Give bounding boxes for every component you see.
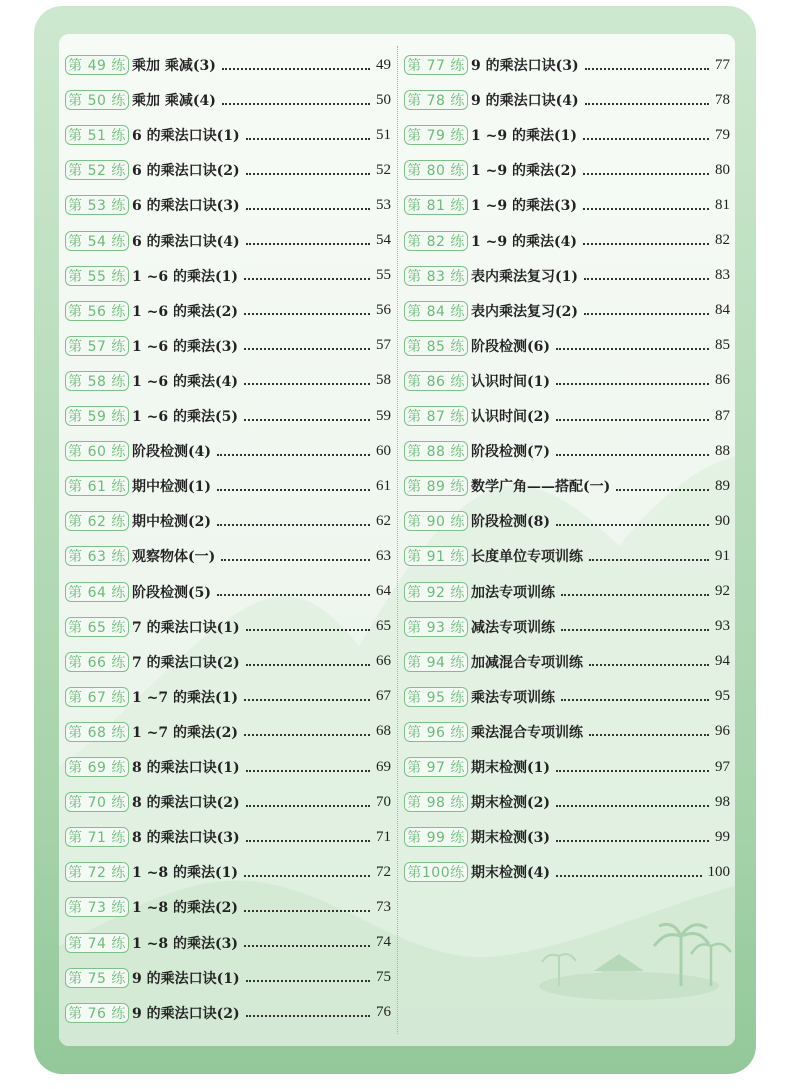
entry-title: 表内乘法复习(1) — [471, 268, 578, 285]
page-number: 74 — [376, 934, 391, 950]
entry-title: 6 的乘法口诀(1) — [132, 128, 240, 145]
toc-entry[interactable] — [65, 54, 391, 76]
toc-entry[interactable] — [65, 581, 391, 603]
dot-leader — [556, 804, 709, 807]
dot-leader — [244, 874, 370, 877]
toc-entry[interactable] — [65, 826, 391, 848]
dot-leader — [561, 698, 709, 701]
exercise-number-badge: 第 92 练 — [404, 582, 468, 602]
dot-leader — [246, 769, 370, 772]
entry-title: 乘加 乘减(3) — [132, 58, 216, 74]
dot-leader — [583, 137, 709, 140]
dot-leader — [584, 312, 709, 315]
exercise-number-badge: 第 98 练 — [404, 792, 468, 812]
page-number: 88 — [715, 442, 730, 459]
dot-leader — [583, 207, 709, 210]
toc-entry[interactable] — [404, 721, 730, 743]
page-number: 78 — [715, 91, 730, 108]
entry-title: 6 的乘法口诀(3) — [132, 198, 240, 215]
toc-entry[interactable] — [65, 265, 391, 287]
entry-title: 9 的乘法口诀(4) — [471, 93, 579, 110]
entry-title: 期末检测(4) — [471, 865, 550, 882]
exercise-number-badge: 第 89 练 — [404, 476, 468, 496]
exercise-number-badge: 第 80 练 — [404, 160, 468, 180]
entry-title: 1 ~7 的乘法(2) — [132, 724, 238, 741]
toc-entry[interactable] — [65, 1002, 391, 1024]
dot-leader — [217, 523, 370, 526]
dot-leader — [244, 277, 370, 280]
exercise-number-badge: 第 58 练 — [65, 371, 129, 391]
entry-title: 阶段检测(5) — [132, 584, 211, 601]
entry-title: 乘法混合专项训练 — [471, 724, 583, 741]
page-number: 73 — [376, 898, 391, 915]
page-number: 70 — [376, 793, 391, 810]
toc-entry[interactable] — [65, 791, 391, 813]
page-number: 83 — [715, 267, 730, 284]
exercise-number-badge: 第 75 练 — [65, 968, 129, 988]
entry-title: 1 ~9 的乘法(4) — [471, 233, 577, 250]
exercise-number-badge: 第 77 练 — [404, 55, 468, 75]
entry-title: 加减混合专项训练 — [471, 654, 583, 671]
toc-entry[interactable] — [65, 510, 391, 532]
toc-entry[interactable] — [404, 335, 730, 357]
entry-title: 期中检测(2) — [132, 514, 211, 531]
entry-title: 8 的乘法口诀(3) — [132, 830, 240, 847]
dot-leader — [217, 488, 370, 491]
dot-leader — [246, 207, 370, 210]
dot-leader — [556, 347, 709, 350]
page-number: 53 — [376, 196, 391, 213]
toc-entry[interactable] — [65, 335, 391, 357]
page-number: 52 — [376, 161, 391, 178]
exercise-number-badge: 第 67 练 — [65, 687, 129, 707]
toc-entry[interactable] — [404, 545, 730, 567]
page-number: 59 — [376, 407, 391, 424]
entry-title: 1 ~9 的乘法(1) — [471, 128, 577, 145]
dot-leader — [217, 593, 370, 596]
page-number: 50 — [376, 91, 391, 108]
exercise-number-badge: 第 76 练 — [65, 1003, 129, 1023]
dot-leader — [589, 663, 709, 666]
entry-title: 7 的乘法口诀(2) — [132, 654, 240, 671]
page-number: 80 — [715, 161, 730, 178]
dot-leader — [244, 944, 370, 947]
page-number: 64 — [376, 583, 391, 599]
page-number: 67 — [376, 688, 391, 705]
toc-entry[interactable] — [65, 756, 391, 778]
toc-entry[interactable] — [65, 686, 391, 708]
toc-entry[interactable] — [404, 54, 730, 76]
entry-title: 1 ~9 的乘法(2) — [471, 163, 577, 180]
toc-entry[interactable] — [65, 159, 391, 181]
exercise-number-badge: 第 52 练 — [65, 160, 129, 180]
page-number: 77 — [715, 56, 730, 73]
toc-entry[interactable] — [404, 159, 730, 181]
exercise-number-badge: 第 90 练 — [404, 511, 468, 531]
toc-entry[interactable] — [65, 896, 391, 918]
toc-entry[interactable] — [404, 124, 730, 146]
page-number: 63 — [376, 547, 391, 564]
dot-leader — [556, 382, 709, 385]
exercise-number-badge: 第 99 练 — [404, 827, 468, 847]
entry-title: 9 的乘法口诀(2) — [132, 1005, 240, 1022]
page-number: 91 — [715, 547, 730, 564]
exercise-number-badge: 第 69 练 — [65, 757, 129, 777]
dot-leader — [585, 67, 709, 70]
exercise-number-badge: 第 71 练 — [65, 827, 129, 847]
page-number: 84 — [715, 302, 730, 319]
exercise-number-badge: 第 82 练 — [404, 231, 468, 251]
page-number: 98 — [715, 793, 730, 810]
dot-leader — [217, 453, 370, 456]
dot-leader — [556, 769, 709, 772]
exercise-number-badge: 第 60 练 — [65, 441, 129, 461]
exercise-number-badge: 第 62 练 — [65, 511, 129, 531]
dot-leader — [246, 1014, 370, 1017]
dot-leader — [244, 347, 370, 350]
exercise-number-badge: 第 97 练 — [404, 757, 468, 777]
exercise-number-badge: 第 96 练 — [404, 722, 468, 742]
toc-entry[interactable] — [65, 300, 391, 322]
dot-leader — [244, 733, 370, 736]
dot-leader — [246, 663, 370, 666]
entry-title: 1 ~8 的乘法(2) — [132, 900, 238, 917]
page-number: 57 — [376, 337, 391, 354]
dot-leader — [556, 418, 709, 421]
page-number: 92 — [715, 583, 730, 599]
dot-leader — [246, 979, 370, 982]
page-number: 79 — [715, 126, 730, 143]
page-number: 87 — [715, 407, 730, 424]
dot-leader — [246, 839, 370, 842]
page-number: 62 — [376, 512, 391, 529]
exercise-number-badge: 第 85 练 — [404, 336, 468, 356]
toc-entry[interactable] — [404, 756, 730, 778]
entry-title: 减法专项训练 — [471, 619, 555, 636]
dot-leader — [584, 277, 709, 280]
exercise-number-badge: 第 78 练 — [404, 90, 468, 110]
entry-title: 阶段检测(6) — [471, 338, 550, 355]
dot-leader — [246, 137, 370, 140]
exercise-number-badge: 第 57 练 — [65, 336, 129, 356]
dot-leader — [222, 102, 370, 105]
entry-title: 1 ~9 的乘法(3) — [471, 198, 577, 215]
page-number: 65 — [376, 618, 391, 635]
entry-title: 观察物体(一) — [132, 549, 216, 566]
toc-entry[interactable] — [404, 89, 730, 111]
entry-title: 表内乘法复习(2) — [471, 303, 578, 320]
exercise-number-badge: 第 95 练 — [404, 687, 468, 707]
page-number: 55 — [376, 267, 391, 284]
exercise-number-badge: 第100练 — [404, 862, 468, 882]
exercise-number-badge: 第 87 练 — [404, 406, 468, 426]
dot-leader — [556, 839, 709, 842]
dot-leader — [585, 102, 709, 105]
toc-entry[interactable] — [404, 791, 730, 813]
toc-entry[interactable] — [404, 510, 730, 532]
exercise-number-badge: 第 54 练 — [65, 231, 129, 251]
toc-entry[interactable] — [404, 581, 730, 603]
entry-title: 8 的乘法口诀(1) — [132, 760, 240, 776]
entry-title: 6 的乘法口诀(4) — [132, 233, 240, 250]
exercise-number-badge: 第 49 练 — [65, 55, 129, 75]
page-number: 100 — [707, 863, 730, 880]
entry-title: 6 的乘法口诀(2) — [132, 163, 240, 180]
toc-entry[interactable] — [404, 861, 730, 883]
entry-title: 阶段检测(7) — [471, 444, 550, 461]
exercise-number-badge: 第 88 练 — [404, 441, 468, 461]
exercise-number-badge: 第 50 练 — [65, 90, 129, 110]
dot-leader — [246, 172, 370, 175]
entry-title: 长度单位专项训练 — [471, 549, 583, 566]
toc-entry[interactable] — [404, 475, 730, 497]
page-number: 51 — [376, 126, 391, 143]
toc-entry[interactable] — [65, 440, 391, 462]
dot-leader — [246, 804, 370, 807]
exercise-number-badge: 第 79 练 — [404, 125, 468, 145]
dot-leader — [583, 172, 709, 175]
dot-leader — [246, 628, 370, 631]
page-number: 99 — [715, 828, 730, 845]
dot-leader — [244, 312, 370, 315]
exercise-number-badge: 第 53 练 — [65, 195, 129, 215]
entry-title: 期末检测(3) — [471, 830, 550, 847]
toc-entry[interactable] — [404, 194, 730, 216]
exercise-number-badge: 第 59 练 — [65, 406, 129, 426]
dot-leader — [246, 242, 370, 245]
exercise-number-badge: 第 68 练 — [65, 722, 129, 742]
page-number: 81 — [715, 196, 730, 213]
toc-entry[interactable] — [65, 475, 391, 497]
dot-leader — [244, 909, 370, 912]
toc-entry[interactable] — [65, 932, 391, 954]
entry-title: 1 ~6 的乘法(4) — [132, 373, 238, 390]
page-number: 68 — [376, 723, 391, 740]
entry-title: 7 的乘法口诀(1) — [132, 619, 240, 636]
toc-entry[interactable] — [65, 967, 391, 989]
page-number: 90 — [715, 512, 730, 529]
entry-title: 认识时间(2) — [471, 409, 550, 425]
exercise-number-badge: 第 72 练 — [65, 862, 129, 882]
page-number: 54 — [376, 232, 391, 248]
toc-entry[interactable] — [404, 651, 730, 673]
exercise-number-badge: 第 83 练 — [404, 266, 468, 286]
entry-title: 1 ~8 的乘法(3) — [132, 935, 238, 952]
entry-title: 1 ~6 的乘法(1) — [132, 268, 238, 285]
dot-leader — [244, 698, 370, 701]
page-number: 75 — [376, 969, 391, 986]
page-number: 60 — [376, 442, 391, 459]
page-number: 58 — [376, 372, 391, 389]
dot-leader — [244, 382, 370, 385]
entry-title: 1 ~7 的乘法(1) — [132, 689, 238, 706]
exercise-number-badge: 第 56 练 — [65, 301, 129, 321]
toc-entry[interactable] — [65, 405, 391, 427]
dot-leader — [583, 242, 709, 245]
entry-title: 期中检测(1) — [132, 479, 211, 496]
toc-entry[interactable] — [65, 651, 391, 673]
page-number: 72 — [376, 863, 391, 880]
entry-title: 期末检测(2) — [471, 795, 550, 812]
page-number: 71 — [376, 828, 391, 845]
entry-title: 乘法专项训练 — [471, 689, 555, 706]
page-number: 95 — [715, 688, 730, 705]
page-number: 93 — [715, 618, 730, 635]
toc-entry[interactable] — [404, 616, 730, 638]
dot-leader — [589, 733, 709, 736]
page-number: 69 — [376, 758, 391, 775]
toc-entry[interactable] — [65, 194, 391, 216]
page-number: 94 — [715, 653, 730, 670]
exercise-number-badge: 第 51 练 — [65, 125, 129, 145]
toc-entry[interactable] — [65, 370, 391, 392]
dot-leader — [561, 593, 709, 596]
entry-title: 认识时间(1) — [471, 373, 550, 390]
entry-title: 期末检测(1) — [471, 760, 550, 776]
entry-title: 阶段检测(8) — [471, 514, 550, 531]
page-number: 82 — [715, 232, 730, 248]
page-number: 61 — [376, 477, 391, 494]
toc-entry[interactable] — [404, 826, 730, 848]
page-number: 97 — [715, 758, 730, 775]
exercise-number-badge: 第 73 练 — [65, 897, 129, 917]
dot-leader — [244, 418, 370, 421]
entry-title: 9 的乘法口诀(1) — [132, 970, 240, 987]
exercise-number-badge: 第 91 练 — [404, 546, 468, 566]
dot-leader — [556, 874, 702, 877]
page-number: 96 — [715, 723, 730, 740]
toc-entry[interactable] — [404, 440, 730, 462]
dot-leader — [589, 558, 709, 561]
toc-entry[interactable] — [404, 370, 730, 392]
exercise-number-badge: 第 55 练 — [65, 266, 129, 286]
exercise-number-badge: 第 74 练 — [65, 933, 129, 953]
entry-title: 9 的乘法口诀(3) — [471, 58, 579, 74]
toc-entry[interactable] — [65, 861, 391, 883]
page-number: 89 — [715, 477, 730, 494]
dot-leader — [561, 628, 709, 631]
exercise-number-badge: 第 84 练 — [404, 301, 468, 321]
entry-title: 1 ~6 的乘法(3) — [132, 338, 238, 355]
page-number: 56 — [376, 302, 391, 319]
exercise-number-badge: 第 65 练 — [65, 617, 129, 637]
entry-title: 1 ~6 的乘法(5) — [132, 409, 238, 425]
exercise-number-badge: 第 63 练 — [65, 546, 129, 566]
exercise-number-badge: 第 93 练 — [404, 617, 468, 637]
page-number: 49 — [376, 56, 391, 73]
toc-entry[interactable] — [404, 686, 730, 708]
dot-leader — [616, 488, 709, 491]
page-number: 86 — [715, 372, 730, 389]
exercise-number-badge: 第 86 练 — [404, 371, 468, 391]
toc-entry[interactable] — [65, 124, 391, 146]
exercise-number-badge: 第 70 练 — [65, 792, 129, 812]
dot-leader — [221, 558, 370, 561]
entry-title: 1 ~6 的乘法(2) — [132, 303, 238, 320]
dot-leader — [556, 523, 709, 526]
page-number: 66 — [376, 653, 391, 670]
toc-entry[interactable] — [404, 405, 730, 427]
entry-title: 1 ~8 的乘法(1) — [132, 865, 238, 882]
page-number: 76 — [376, 1004, 391, 1021]
page-number: 85 — [715, 337, 730, 354]
toc-entry[interactable] — [65, 545, 391, 567]
entry-title: 阶段检测(4) — [132, 444, 211, 461]
dot-leader — [222, 67, 370, 70]
entry-title: 乘加 乘减(4) — [132, 93, 216, 110]
toc-entry[interactable] — [65, 89, 391, 111]
exercise-number-badge: 第 81 练 — [404, 195, 468, 215]
dot-leader — [556, 453, 709, 456]
toc-entry[interactable] — [404, 265, 730, 287]
entry-title: 8 的乘法口诀(2) — [132, 795, 240, 812]
entry-title: 数学广角——搭配(一) — [471, 479, 611, 496]
exercise-number-badge: 第 64 练 — [65, 582, 129, 602]
toc-entry[interactable] — [65, 230, 391, 252]
entry-title: 加法专项训练 — [471, 584, 555, 601]
toc-entry[interactable] — [404, 230, 730, 252]
toc-entry[interactable] — [65, 721, 391, 743]
toc-entry[interactable] — [404, 300, 730, 322]
exercise-number-badge: 第 66 练 — [65, 652, 129, 672]
exercise-number-badge: 第 94 练 — [404, 652, 468, 672]
exercise-number-badge: 第 61 练 — [65, 476, 129, 496]
toc-entry[interactable] — [65, 616, 391, 638]
column-divider — [397, 46, 398, 1034]
